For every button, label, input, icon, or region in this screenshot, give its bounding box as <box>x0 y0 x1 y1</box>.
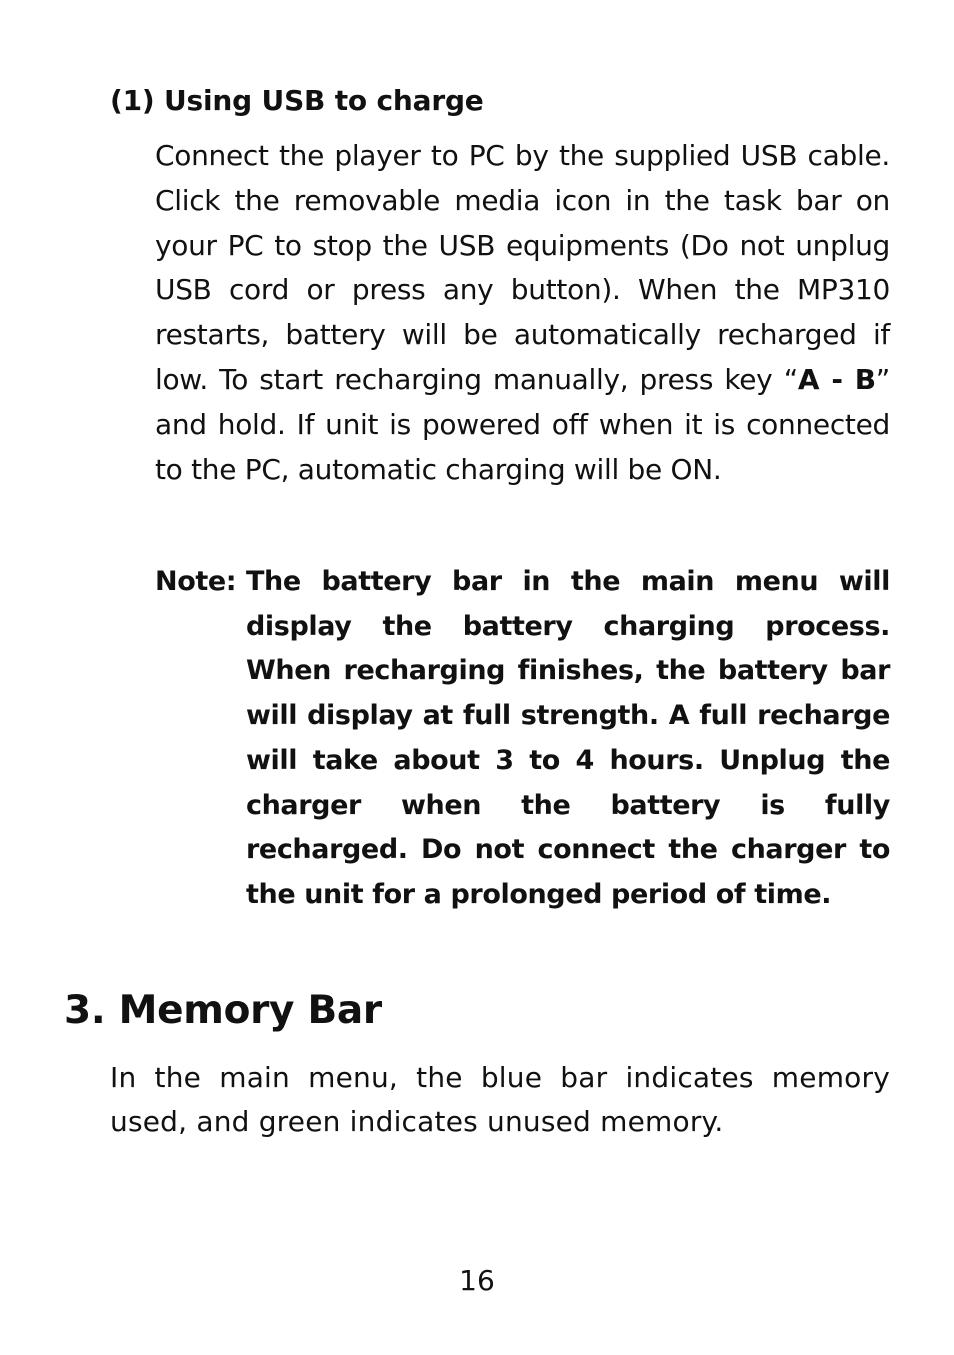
usb-charge-text-start: Connect the player to PC by the supplied USB cable. Click the removable media icon in the task bar on your PC to stop the USB equipments (Do not unplug USB cord or press any button). When the MP310 restarts, battery will be automatically recharged if low. To start recharging manually, press key <box>155 139 890 396</box>
section-title: 3. Memory Bar <box>64 988 382 1033</box>
subsection-heading: (1) Using USB to charge <box>110 84 484 117</box>
usb-charge-paragraph <box>155 134 890 492</box>
note-block <box>155 560 890 918</box>
key-quote-close: ” <box>875 362 890 396</box>
key-quote-open: “ <box>783 362 798 396</box>
usb-charge-text-end: and hold. If unit is powered off when it is connected to the PC, automatic charging will be ON. <box>155 407 890 486</box>
key-label: A - B <box>797 362 876 396</box>
note-text: The battery bar in the main menu will display the battery charging process. When recharging finishes, the battery bar will display at full strength. A full recharge will take about 3 to 4 hours. Unplug the charger when the battery is fully recharged. Do not connect the charger to the unit for a prolonged period of time. <box>246 566 890 910</box>
page-number: 16 <box>459 1264 495 1297</box>
memory-bar-paragraph: In the main menu, the blue bar indicates memory used, and green indicates unused memory. <box>110 1061 890 1138</box>
note-label: Note: <box>155 566 237 597</box>
